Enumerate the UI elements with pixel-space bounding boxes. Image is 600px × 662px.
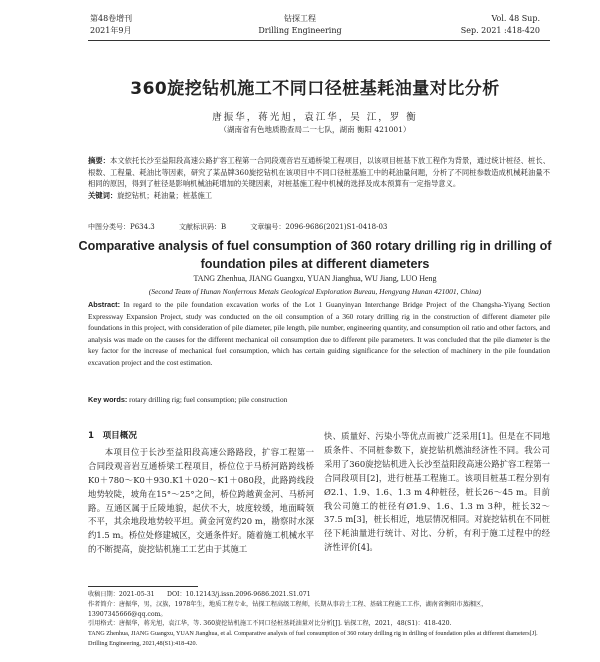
header-rule (88, 40, 550, 41)
classification-row (88, 222, 409, 232)
keywords-en-label: Key words: (88, 395, 128, 404)
abstract-cn-text: 本文依托长沙至益阳段高速公路扩容工程第一合同段观音岩互通桥梁工程项目，以该项目桩基下放工程作为背景，通过统计桩径、桩长、根数、工程量、耗油比等因素，研究了某品牌360旋挖钻机在该项目中不同口径桩基施工中的耗油量问题，分析了不同桩参数造成机械耗油量不相同的原因，得到了桩径是影响机械油耗增加的关键因素，对桩基施工程中机械的选择及成本预算有一定指导意义。 (88, 156, 551, 188)
pages-en: Sep. 2021 :418-420 (460, 26, 540, 35)
body-column-right (324, 430, 550, 555)
clc-number: 中图分类号：P634.3 (88, 223, 155, 231)
keywords-en: rotary drilling rig; fuel consumption; pile construction (129, 395, 288, 404)
abstract-cn (88, 155, 550, 201)
footnote-received: 收稿日期：2021-05-31 DOI：10.12143/j.issn.2096-9686.2021.S1.071 (88, 591, 311, 598)
footnote-rule (88, 586, 198, 587)
footnote-author: 作者简介：唐振华，男，汉族，1978年生，地质工程专业，钻探工程高级工程师，长期从事岩土工程、基础工程施工工作，湖南省衡阳市蒸湘区，13907345666@qq.com。 (88, 600, 488, 618)
issue-date: 2021年9月 (90, 26, 132, 35)
article-title-cn: 360旋挖钻机施工不同口径桩基耗油量对比分析 (130, 79, 500, 99)
footnote-citation-cn: 引用格式：唐振华，蒋光旭，袁江华，等. 360旋挖钻机施工不同口径桩基耗油量对比分析[J]. 钻探工程，2021，48(S1)：418-420. (88, 620, 452, 628)
header-right (461, 13, 540, 37)
abstract-en (88, 299, 550, 369)
affiliation-cn: （湖南省有色地质勘查局二一七队，湖南 衡阳 421001） (219, 125, 411, 134)
article-title-en: Comparative analysis of fuel consumption of 360 rotary drilling rig in drilling of foundation piles at different diameters (78, 239, 552, 271)
volume-en: Vol. 48 Sup. (491, 14, 540, 23)
footnotes (88, 590, 558, 649)
footnote-citation-en: TANG Zhenhua, JIANG Guangxu, YUAN Jianghua, et al. Comparative analysis of fuel consumption of 360 rotary drilling rig in drilling of foundation piles at different diameters[J]. Drilling Engineering, 2021,48(S1):418-420. (88, 630, 538, 647)
article-id: 文章编号：2096-9686(2021)S1-0418-03 (250, 223, 388, 231)
body-column-left (88, 430, 314, 557)
keywords-cn: 旋挖钻机；耗油量；桩基施工 (117, 190, 213, 200)
section-heading: 1 项目概况 (88, 431, 137, 441)
abstract-en-label: Abstract: (88, 300, 121, 309)
body-paragraph-right: 快、质量好、污染小等优点而被广泛采用[1]。但是在不同地质条件、不同桩参数下，旋挖钻机燃油经济性不同。我公司采用了360旋挖钻机进入长沙至益阳段高速公路扩容工程第一合同段项目[2]，进行桩基工程施工。该项目桩基工程分别有Ø2.1、1.9、1.6、1.3 m 4种桩径，桩长26～45 m。目前我公司施工的桩径有Ø1.9、1.6、1.3 m 3种，桩长32～37.5 m[3]，桩长相近，地层情况相同。对旋挖钻机在不同桩径下耗油量进行统计、对比、分析，有利于施工过程中的经济性评价[4]。 (324, 431, 550, 553)
volume-issue: 第48卷增刊 (90, 14, 133, 23)
abstract-cn-label: 摘要： (88, 156, 111, 165)
document-code: 文献标识码：B (178, 223, 227, 231)
journal-name-cn: 钻探工程 (284, 14, 316, 23)
affiliation-en: (Second Team of Hunan Nonferrous Metals Geological Exploration Bureau, Hengyang Hunan 421001, China) (148, 287, 482, 296)
journal-name-en: Drilling Engineering (258, 26, 342, 35)
authors-en: TANG Zhenhua, JIANG Guangxu, YUAN Jianghua, WU Jiang, LUO Heng (193, 274, 437, 283)
body-paragraph-left: 本项目位于长沙至益阳段高速公路路段，扩容工程第一合同段观音岩互通桥梁工程项目，桥位位于马桥河路跨线桥K0＋780～K0＋930.K1＋020～K1＋080段，此路跨线段地势较陡，坡角在15°～25°之间，桥位跨越黄金河、马桥河路。互通区属于丘陵地貌，起伏不大，坡度较缓，地面畸领不平，其余地段地势较平坦。黄金河宽约20 m，勘察时水深约1.5 m。桥位处修建城区，交通条件好。随着施工机械水平的不断提高，旋挖钻机施工工艺由于其施工 (88, 446, 314, 555)
abstract-en-text: In regard to the pile foundation excavation works of the Lot 1 Guanyinyan Interchange Bridge Project of the Changsha-Yiyang Section Expressway Expansion Project, study was conducted on the oil consumption of a 360 rotary drilling rig in the construction of different diameter pile foundations in this project, with consideration of pile diameter, pile length, pile number, engineering quantity, and consumption oil ratio and other factors, and analysis was made on the causes for the different mechanical oil consumption due to different pile parameters. It was concluded that the pile diameter is the key factor for the increase of mechanical fuel consumption, which has certain guiding significance for the selection of machinery in the pile foundation excavation project and the cost estimation. (88, 300, 551, 367)
authors-cn: 唐振华，蒋光旭，袁江华，吴 江，罗 衡 (212, 112, 418, 123)
keywords-en-row (88, 395, 287, 404)
keywords-cn-label: 关键词： (88, 190, 118, 200)
